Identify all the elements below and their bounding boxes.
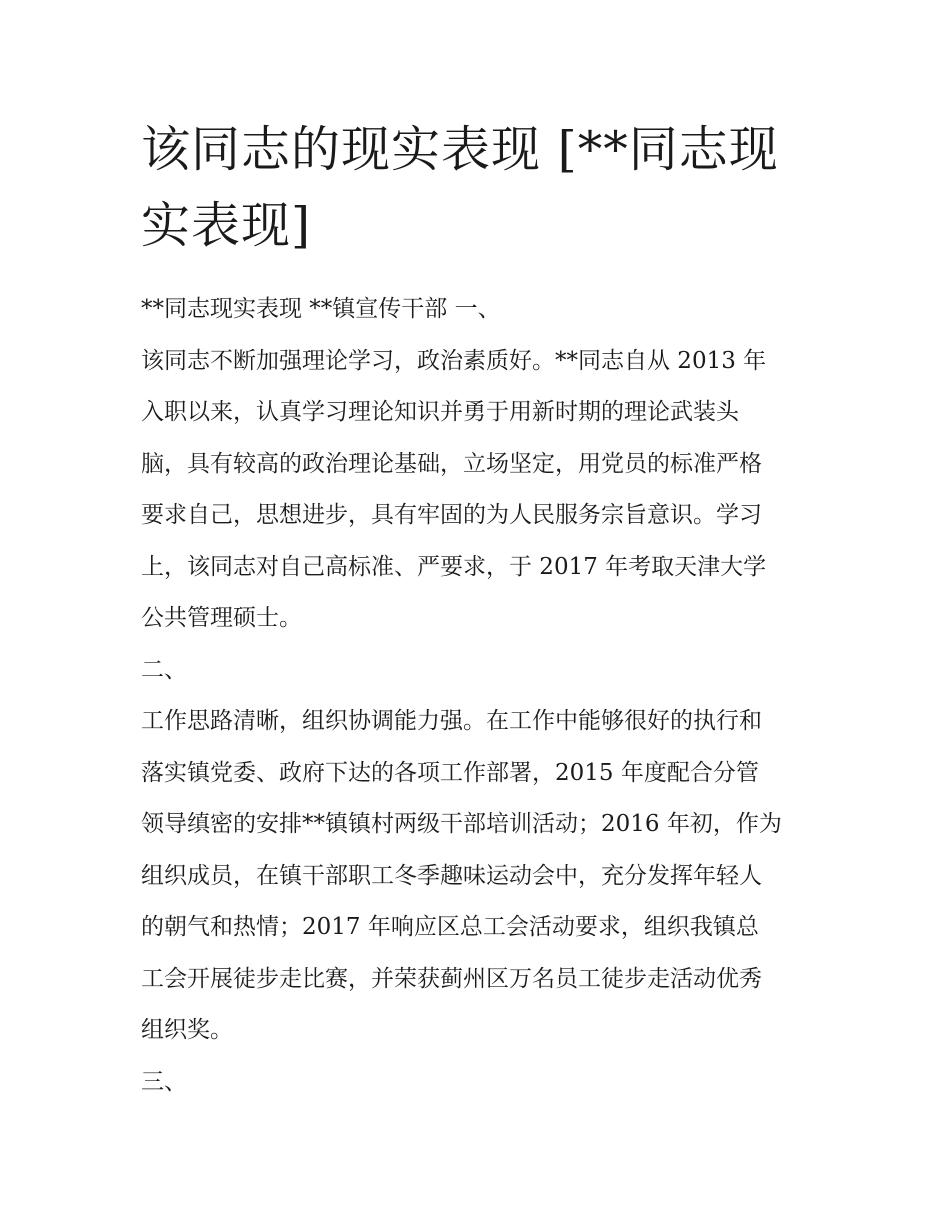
document-title [141,112,821,264]
title-line: 实表现] [141,197,312,254]
body-line: 上，该同志对自己高标准、严要求，于 2017 年考取天津大学 [141,553,767,580]
body-line: 公共管理硕士。 [141,605,302,631]
section-heading: 二、 [141,656,187,683]
body-line: 领导缜密的安排**镇镇村两级干部培训活动；2016 年初，作为 [141,811,782,837]
body-line: 落实镇党委、政府下达的各项工作部署，2015 年度配合分管 [141,759,759,786]
body-line: 该同志不断加强理论学习，政治素质好。**同志自从 2013 年 [141,347,767,374]
body-line: 脑，具有较高的政治理论基础，立场坚定，用党员的标准严格 [141,450,762,477]
title-line: 该同志的现实表现 [**同志现 [141,121,779,178]
body-line: 要求自己，思想进步，具有牢固的为人民服务宗旨意识。学习 [141,502,762,528]
body-line: 工作思路清晰，组织协调能力强。在工作中能够很好的执行和 [141,708,762,734]
body-line: 工会开展徒步走比赛，并荣获蓟州区万名员工徒步走活动优秀 [141,965,762,992]
section-heading: 三、 [141,1068,187,1095]
body-line: 入职以来，认真学习理论知识并勇于用新时期的理论武装头 [141,399,739,425]
document-body [141,284,821,1108]
body-line: 的朝气和热情；2017 年响应区总工会活动要求，组织我镇总 [141,914,759,940]
body-line: 组织成员，在镇干部职工冬季趣味运动会中，充分发挥年轻人 [141,862,762,889]
document-page [141,112,821,1108]
body-line: **同志现实表现 **镇宣传干部 一、 [141,296,501,322]
body-line: 组织奖。 [141,1017,233,1043]
